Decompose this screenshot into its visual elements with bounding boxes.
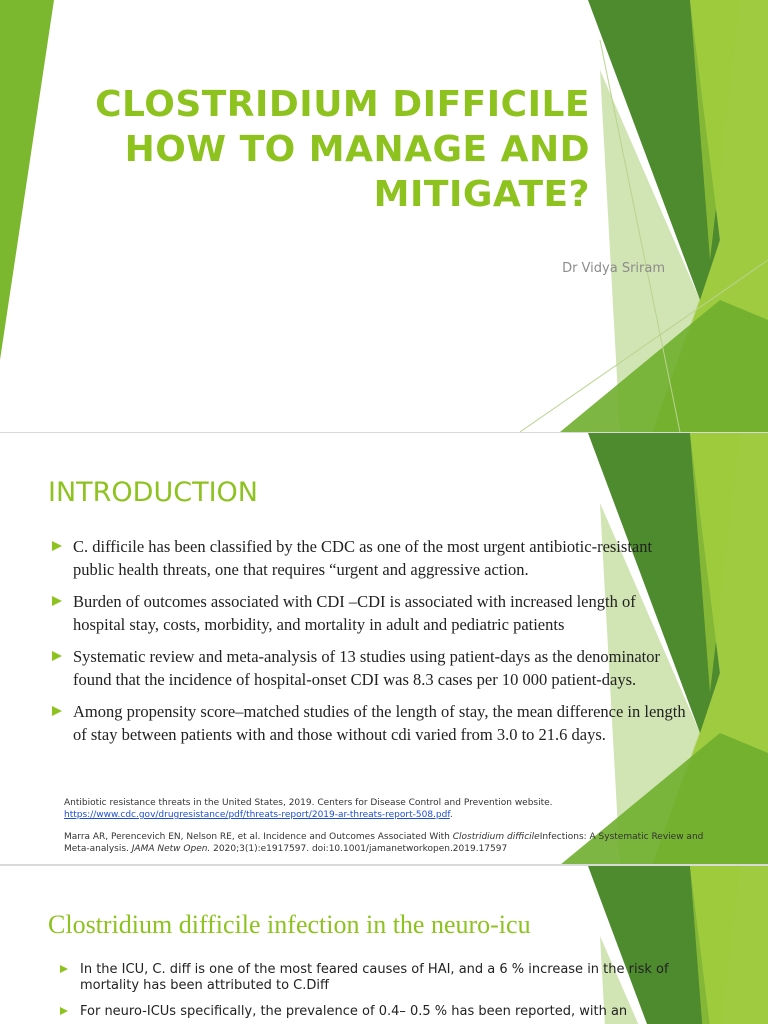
list-item bbox=[50, 590, 690, 636]
references bbox=[64, 797, 704, 864]
bullet-list bbox=[50, 535, 690, 755]
list-item bbox=[50, 645, 690, 691]
reference-link[interactable]: https://www.cdc.gov/drugresistance/pdf/threats-report/2019-ar-threats-report-508.pdf bbox=[64, 810, 450, 820]
reference-text: Infections: A Systematic Review and Meta-analysis. bbox=[64, 832, 704, 854]
list-item bbox=[50, 700, 690, 746]
title-line: MITIGATE? bbox=[373, 174, 590, 215]
reference-text: Antibiotic resistance threats in the United States, 2019. Centers for Disease Control and Prevention website. bbox=[64, 798, 553, 808]
triangle-bullet-icon bbox=[52, 706, 62, 716]
list-item bbox=[58, 1004, 698, 1020]
bullet-text: C. difficile has been classified by the CDC as one of the most urgent antibiotic-resistant public health threats, one that requires “urgent and aggressive action. bbox=[73, 537, 653, 579]
triangle-bullet-icon bbox=[52, 541, 62, 551]
bullet-text: For neuro-ICUs specifically, the prevalence of 0.4– 0.5 % has been reported, with an bbox=[80, 1004, 628, 1019]
author-name: Dr Vidya Sriram bbox=[562, 261, 665, 276]
list-item bbox=[50, 535, 690, 581]
slide-heading: INTRODUCTION bbox=[48, 477, 258, 508]
reference-1: Antibiotic resistance threats in the United States, 2019. Centers for Disease Control and Prevention website. https://www.cdc.gov/drugresistance/pdf/threats-report/2019-ar-threats-report-508.pdf. bbox=[64, 798, 553, 820]
reference-2 bbox=[64, 831, 704, 855]
slide-title bbox=[30, 82, 590, 217]
triangle-bullet-icon bbox=[52, 651, 62, 661]
reference-text: Marra AR, Perencevich EN, Nelson RE, et al. Incidence and Outcomes Associated With bbox=[64, 832, 450, 842]
bullet-text: In the ICU, C. diff is one of the most feared causes of HAI, and a 6 % increase in the risk of mortality has been attributed to C.Diff bbox=[80, 962, 669, 993]
title-line: CLOSTRIDIUM DIFFICILE bbox=[95, 84, 590, 125]
neuro-icu-slide bbox=[0, 866, 768, 1024]
triangle-bullet-icon bbox=[52, 596, 62, 606]
reference-journal: JAMA Netw Open. bbox=[131, 844, 211, 854]
reference-italic: Clostridium difficile bbox=[452, 832, 540, 842]
triangle-bullet-icon bbox=[60, 965, 68, 973]
reference-text: 2020;3(1):e1917597. doi:10.1001/jamanetworkopen.2019.17597 bbox=[213, 844, 508, 854]
title-slide bbox=[0, 0, 768, 432]
bullet-text: Among propensity score–matched studies of the length of stay, the mean difference in length of stay between patients with and those without cdi varied from 3.0 to 21.6 days. bbox=[73, 702, 686, 744]
list-item bbox=[58, 962, 698, 994]
triangle-bullet-icon bbox=[60, 1007, 68, 1015]
title-line: HOW TO MANAGE AND bbox=[124, 129, 590, 170]
bullet-list bbox=[58, 962, 698, 1024]
bullet-text: Burden of outcomes associated with CDI –CDI is associated with increased length of hospital stay, costs, morbidity, and mortality in adult and pediatric patients bbox=[73, 592, 636, 634]
bullet-text: Systematic review and meta-analysis of 13 studies using patient-days as the denominator found that the incidence of hospital-onset CDI was 8.3 cases per 10 000 patient-days. bbox=[73, 647, 660, 689]
slide-heading: Clostridium difficile infection in the neuro-icu bbox=[48, 910, 531, 939]
introduction-slide bbox=[0, 433, 768, 864]
